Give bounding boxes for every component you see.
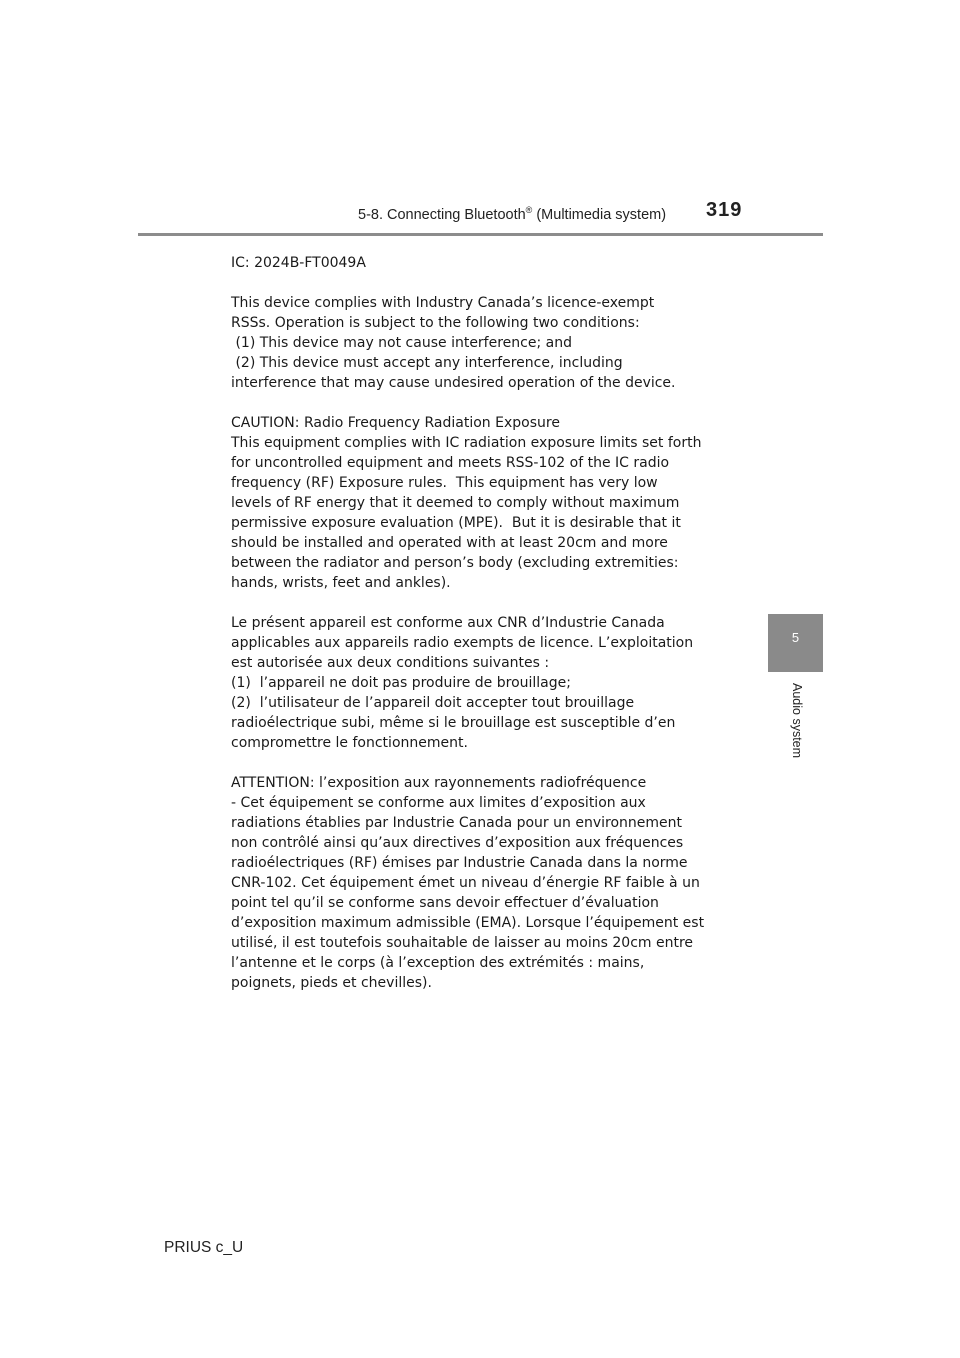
text-line: est autorisée aux deux conditions suivantes : (231, 655, 550, 671)
text-line: ATTENTION: l’exposition aux rayonnements radiofréquence (231, 775, 647, 791)
section-title-text: 5-8. Connecting Bluetooth (358, 207, 526, 223)
text-line: This device complies with Industry Canada’s licence-exempt (231, 295, 655, 311)
page-number: 319 (706, 199, 743, 221)
text-line: l’antenne et le corps (à l’exception des extrémités : mains, (231, 955, 645, 971)
paragraph-en-compliance (231, 293, 751, 393)
text-line: utilisé, il est toutefois souhaitable de laisser au moins 20cm entre (231, 935, 694, 951)
text-line: - Cet équipement se conforme aux limites d’exposition aux (231, 795, 646, 811)
chapter-tab-label: Audio system (790, 683, 804, 759)
text-line: hands, wrists, feet and ankles). (231, 575, 451, 591)
text-line: (1) l’appareil ne doit pas produire de brouillage; (231, 675, 571, 691)
text-line: interference that may cause undesired operation of the device. (231, 375, 676, 391)
paragraph-fr-compliance (231, 613, 751, 753)
paragraph-en-caution (231, 413, 751, 593)
chapter-tab (768, 614, 823, 672)
text-line: (2) This device must accept any interference, including (231, 355, 623, 371)
text-line: non contrôlé ainsi qu’aux directives d’exposition aux fréquences (231, 835, 684, 851)
text-line: point tel qu’il se conforme sans devoir effectuer d’évaluation (231, 895, 659, 911)
text-line: Le présent appareil est conforme aux CNR d’Industrie Canada (231, 615, 665, 631)
section-title (358, 205, 666, 223)
text-line: radiations établies par Industrie Canada pour un environnement (231, 815, 682, 831)
text-line: levels of RF energy that it deemed to comply without maximum (231, 495, 680, 511)
text-line: applicables aux appareils radio exempts de licence. L’exploitation (231, 635, 694, 651)
text-line: d’exposition maximum admissible (EMA). Lorsque l’équipement est (231, 915, 705, 931)
footer-model-code: PRIUS c_U (164, 1239, 244, 1256)
header-divider (138, 233, 823, 236)
text-line: permissive exposure evaluation (MPE). But it is desirable that it (231, 515, 681, 531)
page-body (231, 253, 751, 1013)
section-title-suffix: (Multimedia system) (532, 207, 667, 223)
text-line: compromettre le fonctionnement. (231, 735, 468, 751)
text-line: poignets, pieds et chevilles). (231, 975, 432, 991)
text-line: frequency (RF) Exposure rules. This equipment has very low (231, 475, 658, 491)
text-line: CAUTION: Radio Frequency Radiation Exposure (231, 415, 560, 431)
text-line: radioélectriques (RF) émises par Industrie Canada dans la norme (231, 855, 688, 871)
text-line: This equipment complies with IC radiation exposure limits set forth (231, 435, 702, 451)
text-line: (1) This device may not cause interference; and (231, 335, 572, 351)
text-line: should be installed and operated with at least 20cm and more (231, 535, 668, 551)
paragraph-fr-attention (231, 773, 751, 993)
text-line: for uncontrolled equipment and meets RSS-102 of the IC radio (231, 455, 670, 471)
registered-mark: ® (525, 205, 533, 215)
text-line: CNR-102. Cet équipement émet un niveau d’énergie RF faible à un (231, 875, 700, 891)
text-line: radioélectrique subi, même si le brouillage est susceptible d’en (231, 715, 676, 731)
text-line: RSSs. Operation is subject to the following two conditions: (231, 315, 640, 331)
text-line: between the radiator and person’s body (excluding extremities: (231, 555, 679, 571)
chapter-tab-number: 5 (791, 630, 800, 645)
text-line: (2) l’utilisateur de l’appareil doit accepter tout brouillage (231, 695, 635, 711)
ic-number: IC: 2024B-FT0049A (231, 255, 366, 271)
